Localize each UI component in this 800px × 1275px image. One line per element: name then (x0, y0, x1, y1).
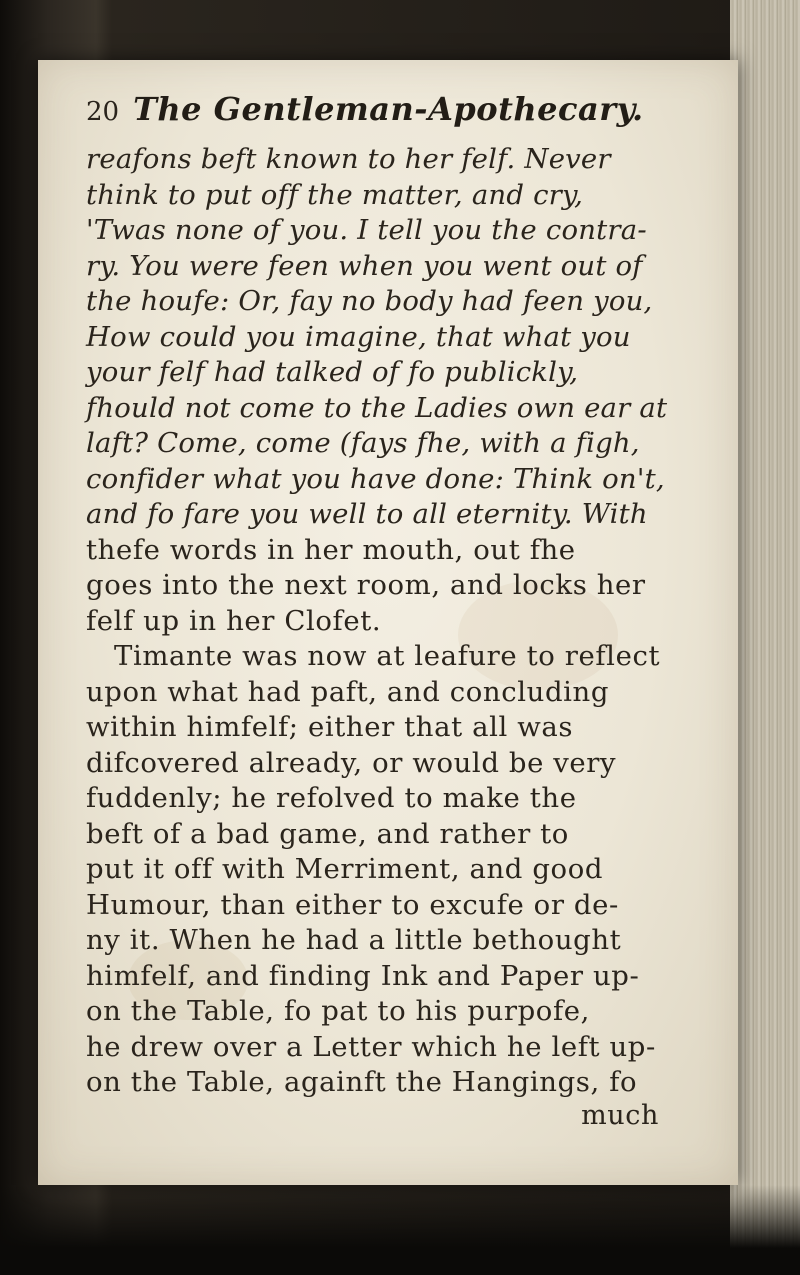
text-line: put it off with Merriment, and good (86, 853, 604, 885)
text-line: beft of a bad game, and rather to (86, 817, 569, 850)
text-line: 'Twas none of you. I tell you the contra- (86, 214, 647, 246)
text-line: on the Table, fo pat to his purpofe, (86, 995, 590, 1027)
text-line: How could you imagine, that what you (86, 320, 631, 353)
book-page (38, 60, 738, 1185)
text-line: he drew over a Letter which he left up- (86, 1030, 656, 1063)
text-line: fuddenly; he refolved to make the (86, 782, 577, 814)
page-content (86, 90, 711, 1131)
text-line: within himfelf; either that all was (86, 711, 574, 743)
text-line: ry. You were feen when you went out of (86, 249, 643, 282)
text-line: felf up in her Clofet. (86, 604, 382, 637)
running-head (86, 90, 711, 136)
text-line: goes into the next room, and locks her (86, 569, 646, 601)
scan-bottom-shadow (0, 1185, 800, 1275)
text-line: reafons beft known to her felf. Never (86, 143, 611, 175)
text-line: the houfe: Or, fay no body had feen you, (86, 285, 653, 317)
text-line: ny it. When he had a little bethought (86, 924, 622, 956)
text-line: confider what you have done: Think on't, (86, 462, 665, 495)
text-line: laft? Come, come (fays fhe, with a figh, (86, 427, 640, 459)
text-line: your felf had talked of fo publickly, (86, 356, 579, 388)
text-line: thefe words in her mouth, out fhe (86, 533, 576, 566)
text-line: upon what had paft, and concluding (86, 675, 610, 708)
text-line: think to put off the matter, and cry, (86, 178, 584, 211)
text-line: fhould not come to the Ladies own ear at (86, 391, 668, 424)
text-line: Timante was now at leafure to reflect (114, 640, 661, 672)
page-number: 20 (86, 97, 120, 127)
catchword: much (581, 1099, 659, 1131)
text-line: and fo fare you well to all eternity. With (86, 498, 648, 530)
running-title: The Gentleman-Apothecary. (133, 90, 644, 128)
text-line: Humour, than either to excufe or de- (86, 888, 619, 921)
text-line: difcovered already, or would be very (86, 746, 617, 779)
book-page-edges (730, 0, 800, 1275)
text-line: himfelf, and finding Ink and Paper up- (86, 959, 640, 992)
text-line: on the Table, againft the Hangings, fo (86, 1066, 638, 1098)
body-text (86, 142, 711, 1101)
